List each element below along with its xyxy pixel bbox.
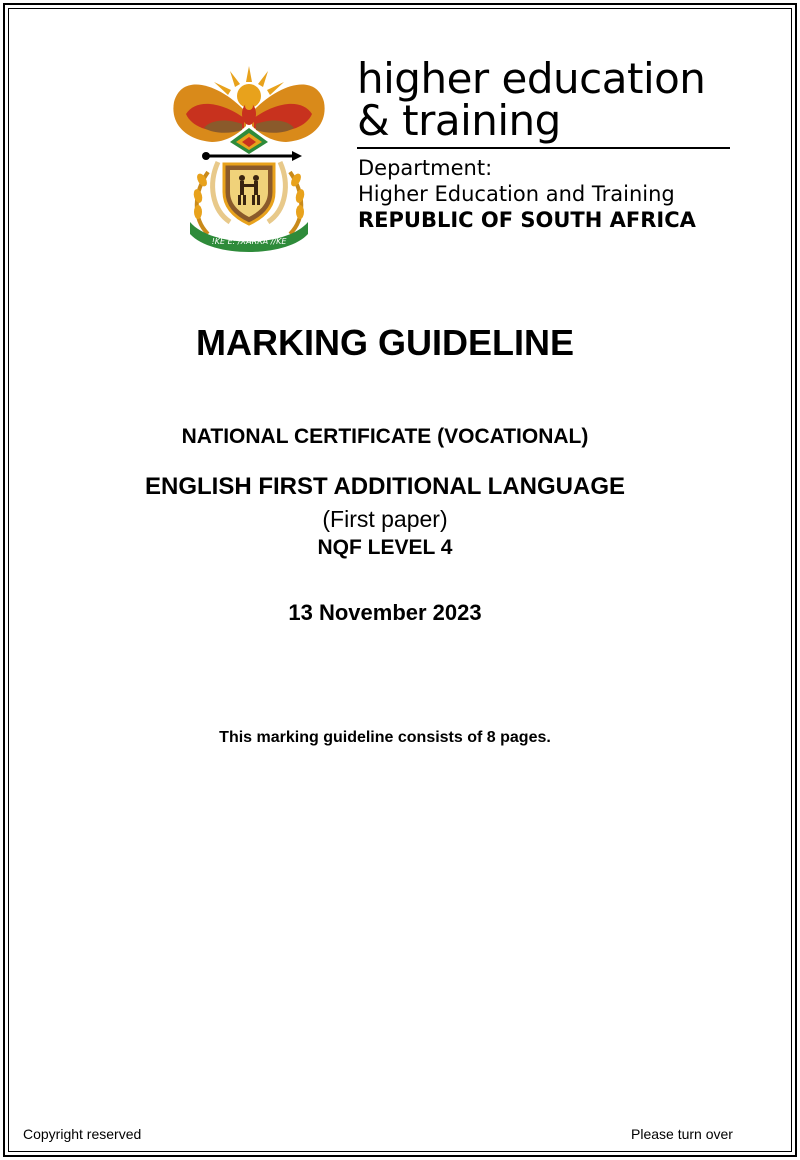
subject: ENGLISH FIRST ADDITIONAL LANGUAGE bbox=[145, 473, 625, 500]
wordmark-divider bbox=[357, 147, 730, 149]
paper-number: (First paper) bbox=[322, 506, 448, 532]
country-name: REPUBLIC OF SOUTH AFRICA bbox=[358, 208, 696, 232]
department-name: Higher Education and Training bbox=[358, 182, 675, 206]
page-count-note: This marking guideline consists of 8 pages. bbox=[219, 729, 551, 746]
copyright-notice: Copyright reserved bbox=[23, 1126, 142, 1142]
exam-date: 13 November 2023 bbox=[288, 600, 482, 625]
turn-over-note: Please turn over bbox=[631, 1126, 733, 1142]
department-details bbox=[358, 155, 696, 233]
south-africa-coat-of-arms-icon bbox=[168, 62, 330, 252]
document-title: MARKING GUIDELINE bbox=[196, 322, 574, 363]
emblem-motto: !KE E: /XARRA //KE bbox=[211, 237, 287, 246]
nqf-level: NQF LEVEL 4 bbox=[317, 536, 453, 559]
wordmark-line-2: & training bbox=[357, 96, 561, 145]
qualification: NATIONAL CERTIFICATE (VOCATIONAL) bbox=[181, 425, 589, 448]
wordmark-line-1: higher education bbox=[357, 54, 706, 103]
department-wordmark bbox=[357, 54, 706, 145]
department-label: Department: bbox=[358, 156, 493, 180]
